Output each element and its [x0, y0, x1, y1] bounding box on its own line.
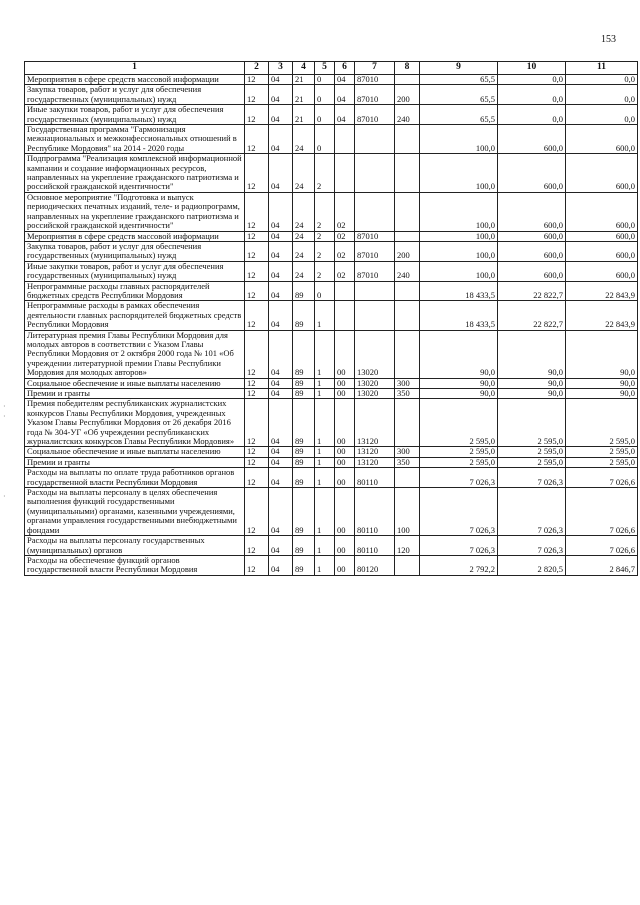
- code-cell: 12: [245, 192, 269, 231]
- code-cell: 12: [245, 330, 269, 378]
- amount-2019-cell: 90,0: [498, 378, 566, 388]
- code-cell: 0: [315, 75, 335, 85]
- amount-2019-cell: 600,0: [498, 125, 566, 154]
- amount-2019-cell: 0,0: [498, 75, 566, 85]
- budget-table: [24, 61, 638, 576]
- amount-2020-cell: 2 595,0: [566, 447, 638, 457]
- code-cell: 2: [315, 261, 335, 281]
- code-cell: 0: [315, 105, 335, 125]
- code-cell: 04: [269, 192, 293, 231]
- code-cell: 13020: [355, 378, 395, 388]
- amount-2019-cell: 0,0: [498, 85, 566, 105]
- amount-2018-cell: 7 026,3: [420, 536, 498, 556]
- code-cell: [355, 154, 395, 193]
- amount-2018-cell: 7 026,3: [420, 468, 498, 488]
- amount-2020-cell: 600,0: [566, 261, 638, 281]
- table-row: [25, 241, 638, 261]
- code-cell: 04: [269, 555, 293, 575]
- code-cell: 04: [269, 154, 293, 193]
- amount-2019-cell: 22 822,7: [498, 281, 566, 301]
- code-cell: 0: [315, 85, 335, 105]
- amount-2018-cell: 100,0: [420, 125, 498, 154]
- code-cell: 0: [315, 281, 335, 301]
- code-cell: 87010: [355, 241, 395, 261]
- code-cell: [395, 281, 420, 301]
- amount-2019-cell: 2 595,0: [498, 399, 566, 447]
- row-name-cell: Социальное обеспечение и иные выплаты населению: [25, 378, 245, 388]
- amount-2019-cell: 2 820,5: [498, 555, 566, 575]
- code-cell: 240: [395, 105, 420, 125]
- code-cell: 80110: [355, 468, 395, 488]
- code-cell: 00: [335, 330, 355, 378]
- amount-2018-cell: 100,0: [420, 154, 498, 193]
- code-cell: 12: [245, 261, 269, 281]
- code-cell: 21: [293, 85, 315, 105]
- code-cell: 89: [293, 389, 315, 399]
- code-cell: 1: [315, 488, 335, 536]
- amount-2018-cell: 18 433,5: [420, 281, 498, 301]
- code-cell: 1: [315, 399, 335, 447]
- code-cell: 12: [245, 378, 269, 388]
- code-cell: 04: [269, 399, 293, 447]
- code-cell: 12: [245, 389, 269, 399]
- code-cell: 24: [293, 241, 315, 261]
- code-cell: 04: [269, 241, 293, 261]
- amount-2018-cell: 100,0: [420, 261, 498, 281]
- amount-2020-cell: 0,0: [566, 75, 638, 85]
- code-cell: 12: [245, 457, 269, 467]
- code-cell: 04: [269, 125, 293, 154]
- header-cell: 3: [269, 62, 293, 75]
- row-name-cell: Расходы на обеспечение функций органов государственной власти Республики Мордовия: [25, 555, 245, 575]
- amount-2020-cell: 90,0: [566, 389, 638, 399]
- code-cell: 12: [245, 281, 269, 301]
- code-cell: [395, 154, 420, 193]
- table-row: [25, 447, 638, 457]
- code-cell: 24: [293, 261, 315, 281]
- amount-2020-cell: 22 843,9: [566, 301, 638, 330]
- code-cell: 12: [245, 105, 269, 125]
- table-row: [25, 261, 638, 281]
- amount-2020-cell: 2 595,0: [566, 399, 638, 447]
- code-cell: 89: [293, 457, 315, 467]
- code-cell: [395, 192, 420, 231]
- code-cell: 24: [293, 154, 315, 193]
- table-row: [25, 154, 638, 193]
- header-row: [25, 62, 638, 75]
- code-cell: 12: [245, 468, 269, 488]
- table-row: [25, 192, 638, 231]
- code-cell: [355, 281, 395, 301]
- amount-2020-cell: 600,0: [566, 125, 638, 154]
- table-row: [25, 389, 638, 399]
- code-cell: 04: [269, 281, 293, 301]
- header-cell: 11: [566, 62, 638, 75]
- row-name-cell: Литературная премия Главы Республики Мордовия для молодых авторов в соответствии с Указом Главы Республики Мордовия от 2 октября 2000 года № 101 «Об учреждении литературной премии Главы Республики Мордовия для молодых авторов»: [25, 330, 245, 378]
- amount-2018-cell: 65,5: [420, 85, 498, 105]
- code-cell: 04: [269, 447, 293, 457]
- row-name-cell: Основное мероприятие "Подготовка и выпуск периодических печатных изданий, теле- и радиопрограмм, направленных на укрепление гражданского патриотизма и российской гражданской идентичности": [25, 192, 245, 231]
- code-cell: 24: [293, 192, 315, 231]
- amount-2019-cell: 600,0: [498, 241, 566, 261]
- code-cell: 89: [293, 488, 315, 536]
- code-cell: 04: [269, 301, 293, 330]
- amount-2018-cell: 90,0: [420, 330, 498, 378]
- code-cell: [395, 468, 420, 488]
- header-cell: 1: [25, 62, 245, 75]
- code-cell: 04: [269, 85, 293, 105]
- amount-2019-cell: 2 595,0: [498, 457, 566, 467]
- code-cell: 12: [245, 399, 269, 447]
- code-cell: 00: [335, 488, 355, 536]
- row-name-cell: Государственная программа "Гармонизация межнациональных и межконфессиональных отношений в Республике Мордовия" на 2014 - 2020 годы: [25, 125, 245, 154]
- code-cell: 04: [269, 261, 293, 281]
- table-row: [25, 399, 638, 447]
- table-row: [25, 85, 638, 105]
- code-cell: 04: [269, 378, 293, 388]
- code-cell: 12: [245, 447, 269, 457]
- table-row: [25, 555, 638, 575]
- code-cell: [335, 281, 355, 301]
- code-cell: 300: [395, 378, 420, 388]
- code-cell: 89: [293, 536, 315, 556]
- code-cell: 12: [245, 536, 269, 556]
- code-cell: 24: [293, 125, 315, 154]
- code-cell: 00: [335, 399, 355, 447]
- table-row: [25, 378, 638, 388]
- amount-2019-cell: 600,0: [498, 261, 566, 281]
- amount-2018-cell: 18 433,5: [420, 301, 498, 330]
- code-cell: 12: [245, 241, 269, 261]
- amount-2018-cell: 100,0: [420, 192, 498, 231]
- code-cell: 02: [335, 192, 355, 231]
- code-cell: 12: [245, 488, 269, 536]
- code-cell: 21: [293, 105, 315, 125]
- header-cell: 9: [420, 62, 498, 75]
- header-cell: 2: [245, 62, 269, 75]
- code-cell: 12: [245, 154, 269, 193]
- code-cell: [335, 301, 355, 330]
- code-cell: 00: [335, 447, 355, 457]
- row-name-cell: Закупка товаров, работ и услуг для обеспечения государственных (муниципальных) нужд: [25, 241, 245, 261]
- row-name-cell: Непрограммные расходы главных распорядителей бюджетных средств Республики Мордовия: [25, 281, 245, 301]
- code-cell: 1: [315, 447, 335, 457]
- code-cell: 2: [315, 231, 335, 241]
- code-cell: 200: [395, 85, 420, 105]
- amount-2018-cell: 2 792,2: [420, 555, 498, 575]
- code-cell: 13020: [355, 389, 395, 399]
- code-cell: 2: [315, 154, 335, 193]
- code-cell: [395, 125, 420, 154]
- header-cell: 8: [395, 62, 420, 75]
- code-cell: 04: [269, 536, 293, 556]
- code-cell: 12: [245, 301, 269, 330]
- code-cell: 87010: [355, 75, 395, 85]
- code-cell: 89: [293, 468, 315, 488]
- code-cell: 1: [315, 330, 335, 378]
- row-name-cell: Мероприятия в сфере средств массовой информации: [25, 75, 245, 85]
- code-cell: 100: [395, 488, 420, 536]
- code-cell: 12: [245, 75, 269, 85]
- code-cell: 89: [293, 555, 315, 575]
- table-row: [25, 281, 638, 301]
- amount-2020-cell: 22 843,9: [566, 281, 638, 301]
- code-cell: 13020: [355, 330, 395, 378]
- table-row: [25, 468, 638, 488]
- code-cell: 00: [335, 555, 355, 575]
- code-cell: [395, 555, 420, 575]
- amount-2018-cell: 65,5: [420, 105, 498, 125]
- table-row: [25, 488, 638, 536]
- code-cell: 89: [293, 330, 315, 378]
- amount-2020-cell: 0,0: [566, 85, 638, 105]
- code-cell: [355, 301, 395, 330]
- amount-2020-cell: 7 026,6: [566, 488, 638, 536]
- code-cell: 02: [335, 261, 355, 281]
- code-cell: 00: [335, 457, 355, 467]
- code-cell: 1: [315, 536, 335, 556]
- table-row: [25, 457, 638, 467]
- code-cell: [335, 125, 355, 154]
- amount-2019-cell: 7 026,3: [498, 536, 566, 556]
- row-name-cell: Расходы на выплаты персоналу государственных (муниципальных) органов: [25, 536, 245, 556]
- code-cell: 89: [293, 447, 315, 457]
- row-name-cell: Подпрограмма "Реализация комплексной информационной кампании и создание информационных ресурсов, направленных на укрепление гражданского патриотизма и российской гражданской идентичности": [25, 154, 245, 193]
- amount-2018-cell: 7 026,3: [420, 488, 498, 536]
- code-cell: 80120: [355, 555, 395, 575]
- amount-2018-cell: 100,0: [420, 241, 498, 261]
- code-cell: 04: [269, 75, 293, 85]
- row-name-cell: Расходы на выплаты персоналу в целях обеспечения выполнения функций государственными (муниципальными) органами, казенными учреждениями, органами управления государственными внебюджетными фондами: [25, 488, 245, 536]
- code-cell: 04: [335, 75, 355, 85]
- table-row: [25, 75, 638, 85]
- amount-2019-cell: 22 822,7: [498, 301, 566, 330]
- code-cell: [395, 330, 420, 378]
- code-cell: 89: [293, 399, 315, 447]
- code-cell: 00: [335, 389, 355, 399]
- code-cell: 1: [315, 389, 335, 399]
- amount-2020-cell: 7 026,6: [566, 468, 638, 488]
- code-cell: 350: [395, 457, 420, 467]
- table-row: [25, 231, 638, 241]
- amount-2018-cell: 2 595,0: [420, 447, 498, 457]
- table-row: [25, 536, 638, 556]
- code-cell: [395, 399, 420, 447]
- row-name-cell: Расходы на выплаты по оплате труда работников органов государственной власти Республики Мордовия: [25, 468, 245, 488]
- amount-2019-cell: 600,0: [498, 154, 566, 193]
- code-cell: 1: [315, 457, 335, 467]
- amount-2018-cell: 2 595,0: [420, 399, 498, 447]
- code-cell: 13120: [355, 447, 395, 457]
- amount-2020-cell: 2 595,0: [566, 457, 638, 467]
- amount-2019-cell: 7 026,3: [498, 468, 566, 488]
- code-cell: 1: [315, 301, 335, 330]
- code-cell: 89: [293, 301, 315, 330]
- code-cell: 1: [315, 555, 335, 575]
- amount-2020-cell: 600,0: [566, 231, 638, 241]
- amount-2019-cell: 0,0: [498, 105, 566, 125]
- code-cell: 04: [269, 330, 293, 378]
- amount-2020-cell: 600,0: [566, 154, 638, 193]
- code-cell: 04: [335, 105, 355, 125]
- code-cell: 04: [335, 85, 355, 105]
- code-cell: [395, 301, 420, 330]
- row-name-cell: Социальное обеспечение и иные выплаты населению: [25, 447, 245, 457]
- code-cell: 00: [335, 468, 355, 488]
- code-cell: 87010: [355, 231, 395, 241]
- header-cell: 7: [355, 62, 395, 75]
- code-cell: 2: [315, 192, 335, 231]
- amount-2020-cell: 0,0: [566, 105, 638, 125]
- code-cell: 87010: [355, 105, 395, 125]
- code-cell: [395, 231, 420, 241]
- row-name-cell: Непрограммные расходы в рамках обеспечения деятельности главных распорядителей бюджетных средств Республики Мордовия: [25, 301, 245, 330]
- amount-2018-cell: 65,5: [420, 75, 498, 85]
- code-cell: 12: [245, 85, 269, 105]
- row-name-cell: Мероприятия в сфере средств массовой информации: [25, 231, 245, 241]
- code-cell: [335, 154, 355, 193]
- table-row: [25, 105, 638, 125]
- amount-2020-cell: 7 026,6: [566, 536, 638, 556]
- code-cell: 13120: [355, 457, 395, 467]
- amount-2018-cell: 2 595,0: [420, 457, 498, 467]
- code-cell: 04: [269, 457, 293, 467]
- header-cell: 6: [335, 62, 355, 75]
- amount-2019-cell: 7 026,3: [498, 488, 566, 536]
- code-cell: 21: [293, 75, 315, 85]
- amount-2018-cell: 90,0: [420, 389, 498, 399]
- code-cell: [355, 125, 395, 154]
- amount-2020-cell: 600,0: [566, 192, 638, 231]
- code-cell: 120: [395, 536, 420, 556]
- margin-mark: ·: [3, 412, 6, 421]
- code-cell: 87010: [355, 85, 395, 105]
- code-cell: 1: [315, 378, 335, 388]
- code-cell: 12: [245, 231, 269, 241]
- code-cell: 02: [335, 241, 355, 261]
- amount-2019-cell: 600,0: [498, 231, 566, 241]
- amount-2019-cell: 600,0: [498, 192, 566, 231]
- code-cell: 00: [335, 536, 355, 556]
- code-cell: 02: [335, 231, 355, 241]
- row-name-cell: Иные закупки товаров, работ и услуг для обеспечения государственных (муниципальных) нужд: [25, 261, 245, 281]
- amount-2020-cell: 600,0: [566, 241, 638, 261]
- table-row: [25, 330, 638, 378]
- amount-2018-cell: 90,0: [420, 378, 498, 388]
- code-cell: 1: [315, 468, 335, 488]
- code-cell: 87010: [355, 261, 395, 281]
- code-cell: 12: [245, 555, 269, 575]
- code-cell: 300: [395, 447, 420, 457]
- code-cell: 04: [269, 105, 293, 125]
- row-name-cell: Закупка товаров, работ и услуг для обеспечения государственных (муниципальных) нужд: [25, 85, 245, 105]
- amount-2020-cell: 90,0: [566, 378, 638, 388]
- row-name-cell: Иные закупки товаров, работ и услуг для обеспечения государственных (муниципальных) нужд: [25, 105, 245, 125]
- header-cell: 10: [498, 62, 566, 75]
- code-cell: 24: [293, 231, 315, 241]
- code-cell: 89: [293, 378, 315, 388]
- code-cell: [395, 75, 420, 85]
- code-cell: 0: [315, 125, 335, 154]
- amount-2018-cell: 100,0: [420, 231, 498, 241]
- code-cell: 13120: [355, 399, 395, 447]
- amount-2019-cell: 90,0: [498, 330, 566, 378]
- code-cell: 80110: [355, 488, 395, 536]
- code-cell: 00: [335, 378, 355, 388]
- row-name-cell: Премии и гранты: [25, 389, 245, 399]
- margin-mark: ·: [3, 492, 6, 501]
- code-cell: 89: [293, 281, 315, 301]
- margin-mark: ·: [3, 402, 6, 411]
- code-cell: 80110: [355, 536, 395, 556]
- header-cell: 4: [293, 62, 315, 75]
- amount-2020-cell: 2 846,7: [566, 555, 638, 575]
- code-cell: 04: [269, 389, 293, 399]
- code-cell: 200: [395, 241, 420, 261]
- code-cell: 240: [395, 261, 420, 281]
- row-name-cell: Премии и гранты: [25, 457, 245, 467]
- code-cell: 12: [245, 125, 269, 154]
- amount-2019-cell: 2 595,0: [498, 447, 566, 457]
- code-cell: [355, 192, 395, 231]
- amount-2019-cell: 90,0: [498, 389, 566, 399]
- code-cell: 04: [269, 231, 293, 241]
- page-number: 153: [601, 34, 616, 45]
- table-row: [25, 125, 638, 154]
- row-name-cell: Премия победителям республиканских журналистских конкурсов Главы Республики Мордовия, учрежденных Указом Главы Республики Мордовия от 26 декабря 2016 года № 304-УГ «Об учреждении республиканских журналистских конкурсов Главы Республики Мордовия»: [25, 399, 245, 447]
- code-cell: 04: [269, 488, 293, 536]
- code-cell: 350: [395, 389, 420, 399]
- code-cell: 2: [315, 241, 335, 261]
- code-cell: 04: [269, 468, 293, 488]
- amount-2020-cell: 90,0: [566, 330, 638, 378]
- table-row: [25, 301, 638, 330]
- header-cell: 5: [315, 62, 335, 75]
